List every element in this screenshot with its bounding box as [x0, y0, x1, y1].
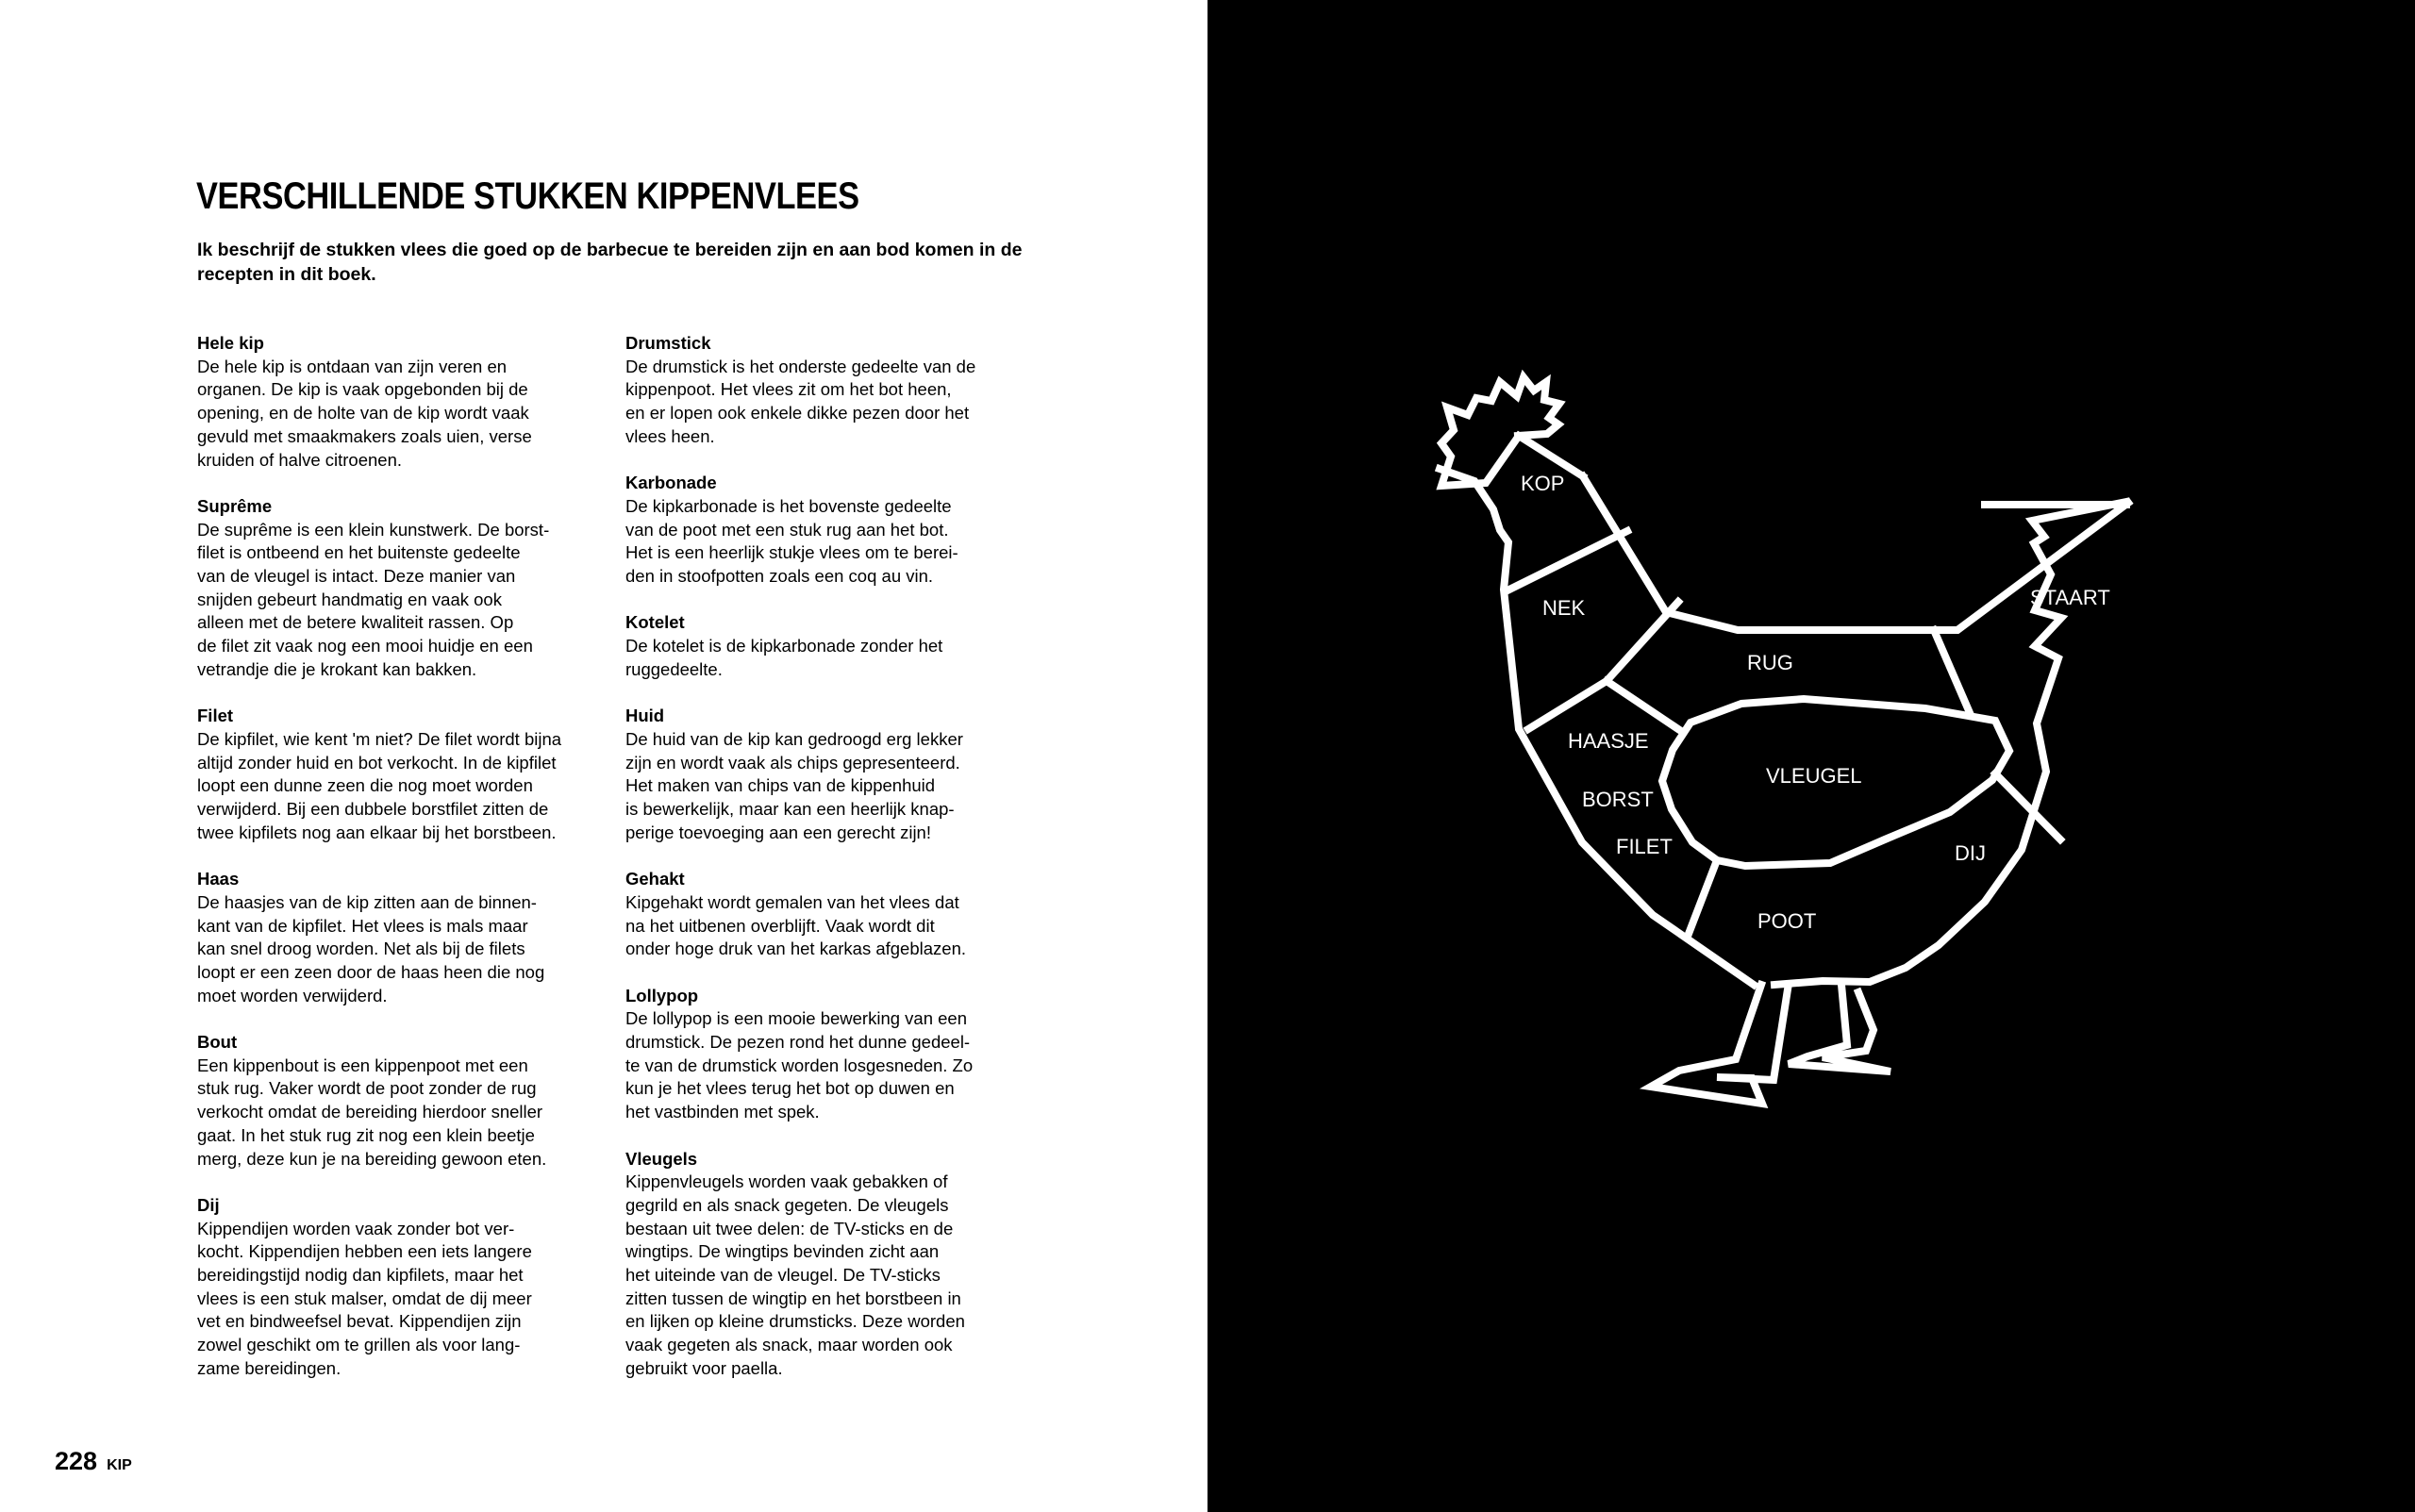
body-line: Een kippenbout is een kippenpoot met een: [197, 1055, 528, 1075]
cut-title: Bout: [197, 1032, 238, 1053]
body-line: loopt er een zeen door de haas heen die nog: [197, 961, 545, 982]
body-line: het vastbinden met spek.: [625, 1102, 820, 1122]
cut-body: [197, 1055, 603, 1171]
chicken-cuts-diagram: [1208, 0, 2415, 1512]
line-kop-nek: [1509, 531, 1627, 590]
body-line: van de poot met een stuk rug aan het bot.: [625, 519, 949, 540]
line-borst-rug: [1607, 681, 1678, 729]
body-line: stuk rug. Vaker wordt de poot zonder de rug: [197, 1078, 537, 1099]
cut-description: [625, 868, 1031, 961]
page-number: 228: [55, 1447, 98, 1475]
body-line: verwijderd. Bij een dubbele borstfilet zitten de: [197, 799, 549, 820]
body-line: alleen met de betere kwaliteit rassen. Op: [197, 612, 514, 633]
body-line: vaak gegeten als snack, maar worden ook: [625, 1335, 953, 1355]
cut-body: [197, 356, 603, 473]
cut-description: [625, 472, 1031, 589]
label-rug: RUG: [1747, 651, 1793, 674]
body-line: gevuld met smaakmakers zoals uien, verse: [197, 425, 532, 446]
cut-title: Vleugels: [625, 1148, 698, 1169]
label-dij: DIJ: [1955, 841, 1986, 865]
body-line: het uiteinde van de vleugel. De TV-sticks: [625, 1265, 941, 1286]
label-borst: BORST: [1582, 788, 1654, 811]
body-line: drumstick. De pezen rond het dunne gedeel-: [625, 1032, 971, 1053]
text-column-right: [625, 332, 1031, 1404]
body-line: na het uitbenen overblijft. Vaak wordt dit: [625, 915, 935, 936]
label-vleugel: VLEUGEL: [1766, 764, 1862, 788]
body-line: bereidingstijd nodig dan kipfilets, maar het: [197, 1265, 524, 1286]
cut-title: Dij: [197, 1194, 220, 1215]
body-line: merg, deze kun je na bereiding gewoon eten.: [197, 1148, 547, 1169]
cut-title: Haas: [197, 869, 240, 889]
body-line: kan snel droog worden. Net als bij de filets: [197, 939, 525, 959]
cut-title: Suprême: [197, 495, 273, 516]
body-line: De kipkarbonade is het bovenste gedeelte: [625, 495, 952, 516]
body-line: zame bereidingen.: [197, 1357, 341, 1378]
cut-body: [625, 495, 1031, 589]
cut-body: [197, 519, 603, 682]
cut-body: [625, 635, 1031, 681]
body-line: en er lopen ook enkele dikke pezen door het: [625, 403, 970, 424]
label-haasje: HAASJE: [1568, 729, 1649, 753]
body-line: te van de drumstick worden losgesneden. Zo: [625, 1055, 974, 1075]
cut-description: [197, 495, 603, 682]
body-line: vlees heen.: [625, 425, 715, 446]
cut-title: Karbonade: [625, 473, 717, 493]
cut-description: [625, 985, 1031, 1124]
cut-body: [197, 891, 603, 1008]
cut-description: [625, 332, 1031, 449]
body-line: verkocht omdat de bereiding hierdoor sneller: [197, 1102, 543, 1122]
cut-body: [625, 356, 1031, 449]
label-filet: FILET: [1616, 835, 1673, 858]
cut-body: [625, 728, 1031, 845]
cut-body: [625, 891, 1031, 961]
body-line: Kippendijen worden vaak zonder bot ver-: [197, 1218, 515, 1238]
cut-description: [197, 332, 603, 472]
body-line: kocht. Kippendijen hebben een iets langere: [197, 1241, 532, 1262]
body-line: Het is een heerlijk stukje vlees om te berei-: [625, 542, 958, 563]
line-staart-rug: [1934, 630, 1971, 715]
body-line: Kipgehakt wordt gemalen van het vlees dat: [625, 891, 959, 912]
cut-title: Drumstick: [625, 333, 711, 353]
body-line: moet worden verwijderd.: [197, 985, 388, 1005]
label-nek: NEK: [1542, 596, 1586, 620]
body-line: gegrild en als snack gegeten. De vleugels: [625, 1194, 949, 1215]
body-line: van de vleugel is intact. Deze manier van: [197, 566, 516, 587]
cut-body: [197, 728, 603, 845]
cut-body: [625, 1171, 1031, 1380]
right-page: [1208, 0, 2415, 1512]
chicken-outline: [1440, 377, 2128, 985]
body-line: De drumstick is het onderste gedeelte van de: [625, 356, 976, 376]
body-line: snijden gebeurt handmatig en vaak ook: [197, 589, 502, 609]
label-staart: STAART: [2030, 586, 2110, 609]
body-line: den in stoofpotten zoals een coq au vin.: [625, 566, 934, 587]
line-filet-poot: [1689, 860, 1717, 934]
body-line: twee kipfilets nog aan elkaar bij het borstbeen.: [197, 822, 557, 842]
body-line: vet en bindweefsel bevat. Kippendijen zijn: [197, 1311, 522, 1332]
body-line: De suprême is een klein kunstwerk. De borst-: [197, 519, 550, 540]
intro-text: Ik beschrijf de stukken vlees die goed op de barbecue te bereiden zijn en aan bod komen in de recepten in dit boek.: [197, 240, 1023, 285]
cut-title: Huid: [625, 706, 665, 726]
cut-description: [197, 868, 603, 1007]
cut-description: [197, 1194, 603, 1381]
body-line: bestaan uit twee delen: de TV-sticks en de: [625, 1218, 954, 1238]
page-title: VERSCHILLENDE STUKKEN KIPPENVLEES: [196, 175, 859, 217]
body-line: gebruikt voor paella.: [625, 1357, 783, 1378]
cut-description: [197, 705, 603, 844]
body-line: De kipfilet, wie kent 'm niet? De filet wordt bijna: [197, 728, 562, 749]
body-line: gaat. In het stuk rug zit nog een klein beetje: [197, 1124, 535, 1145]
body-line: kun je het vlees terug het bot op duwen en: [625, 1078, 955, 1099]
body-line: vlees is een stuk malser, omdat de dij meer: [197, 1288, 532, 1308]
body-line: vetrandje die je krokant kan bakken.: [197, 658, 477, 679]
body-line: altijd zonder huid en bot verkocht. In de kipfilet: [197, 752, 557, 773]
cut-body: [625, 1007, 1031, 1124]
label-kop: KOP: [1521, 472, 1565, 495]
body-line: De kotelet is de kipkarbonade zonder het: [625, 636, 943, 656]
body-line: zitten tussen de wingtip en het borstbeen in: [625, 1288, 961, 1308]
cut-title: Lollypop: [625, 985, 699, 1005]
cut-description: [625, 611, 1031, 681]
leg-right: [1789, 985, 1890, 1072]
body-line: en lijken op kleine drumsticks. Deze worden: [625, 1311, 965, 1332]
cut-description: [197, 1031, 603, 1171]
page-footer: [55, 1447, 132, 1476]
body-line: filet is ontbeend en het buitenste gedeelte: [197, 542, 521, 563]
cut-title: Gehakt: [625, 869, 685, 889]
body-line: De lollypop is een mooie bewerking van een: [625, 1008, 967, 1029]
body-line: ruggedeelte.: [625, 658, 723, 679]
text-column-left: [197, 332, 603, 1404]
body-line: perige toevoeging aan een gerecht zijn!: [625, 822, 931, 842]
cut-body: [197, 1218, 603, 1381]
body-line: De hele kip is ontdaan van zijn veren en: [197, 356, 508, 376]
body-line: De huid van de kip kan gedroogd erg lekker: [625, 728, 963, 749]
body-line: organen. De kip is vaak opgebonden bij de: [197, 379, 528, 400]
cut-title: Hele kip: [197, 333, 264, 353]
body-line: onder hoge druk van het karkas afgeblazen.: [625, 939, 966, 959]
body-line: kant van de kipfilet. Het vlees is mals maar: [197, 915, 528, 936]
cut-description: [625, 705, 1031, 844]
body-line: De haasjes van de kip zitten aan de binnen-: [197, 891, 537, 912]
body-line: kippenpoot. Het vlees zit om het bot heen,: [625, 379, 952, 400]
cut-title: Filet: [197, 706, 234, 726]
body-line: zijn en wordt vaak als chips gepresenteerd.: [625, 752, 960, 773]
body-line: is bewerkelijk, maar kan een heerlijk knap-: [625, 799, 955, 820]
body-line: Kippenvleugels worden vaak gebakken of: [625, 1171, 948, 1192]
body-line: zowel geschikt om te grillen als voor lang-: [197, 1335, 521, 1355]
body-line: opening, en de holte van de kip wordt vaak: [197, 403, 529, 424]
body-line: kruiden of halve citroenen.: [197, 449, 402, 470]
body-line: loopt een dunne zeen die nog moet worden: [197, 775, 533, 796]
cut-description: [625, 1148, 1031, 1381]
body-line: wingtips. De wingtips bevinden zicht aan: [625, 1241, 940, 1262]
section-label: KIP: [107, 1457, 132, 1473]
cut-title: Kotelet: [625, 612, 685, 633]
body-line: de filet zit vaak nog een mooi huidje en een: [197, 636, 533, 656]
body-line: Het maken van chips van de kippenhuid: [625, 775, 936, 796]
leg-left: [1651, 985, 1788, 1104]
label-poot: POOT: [1757, 909, 1817, 933]
